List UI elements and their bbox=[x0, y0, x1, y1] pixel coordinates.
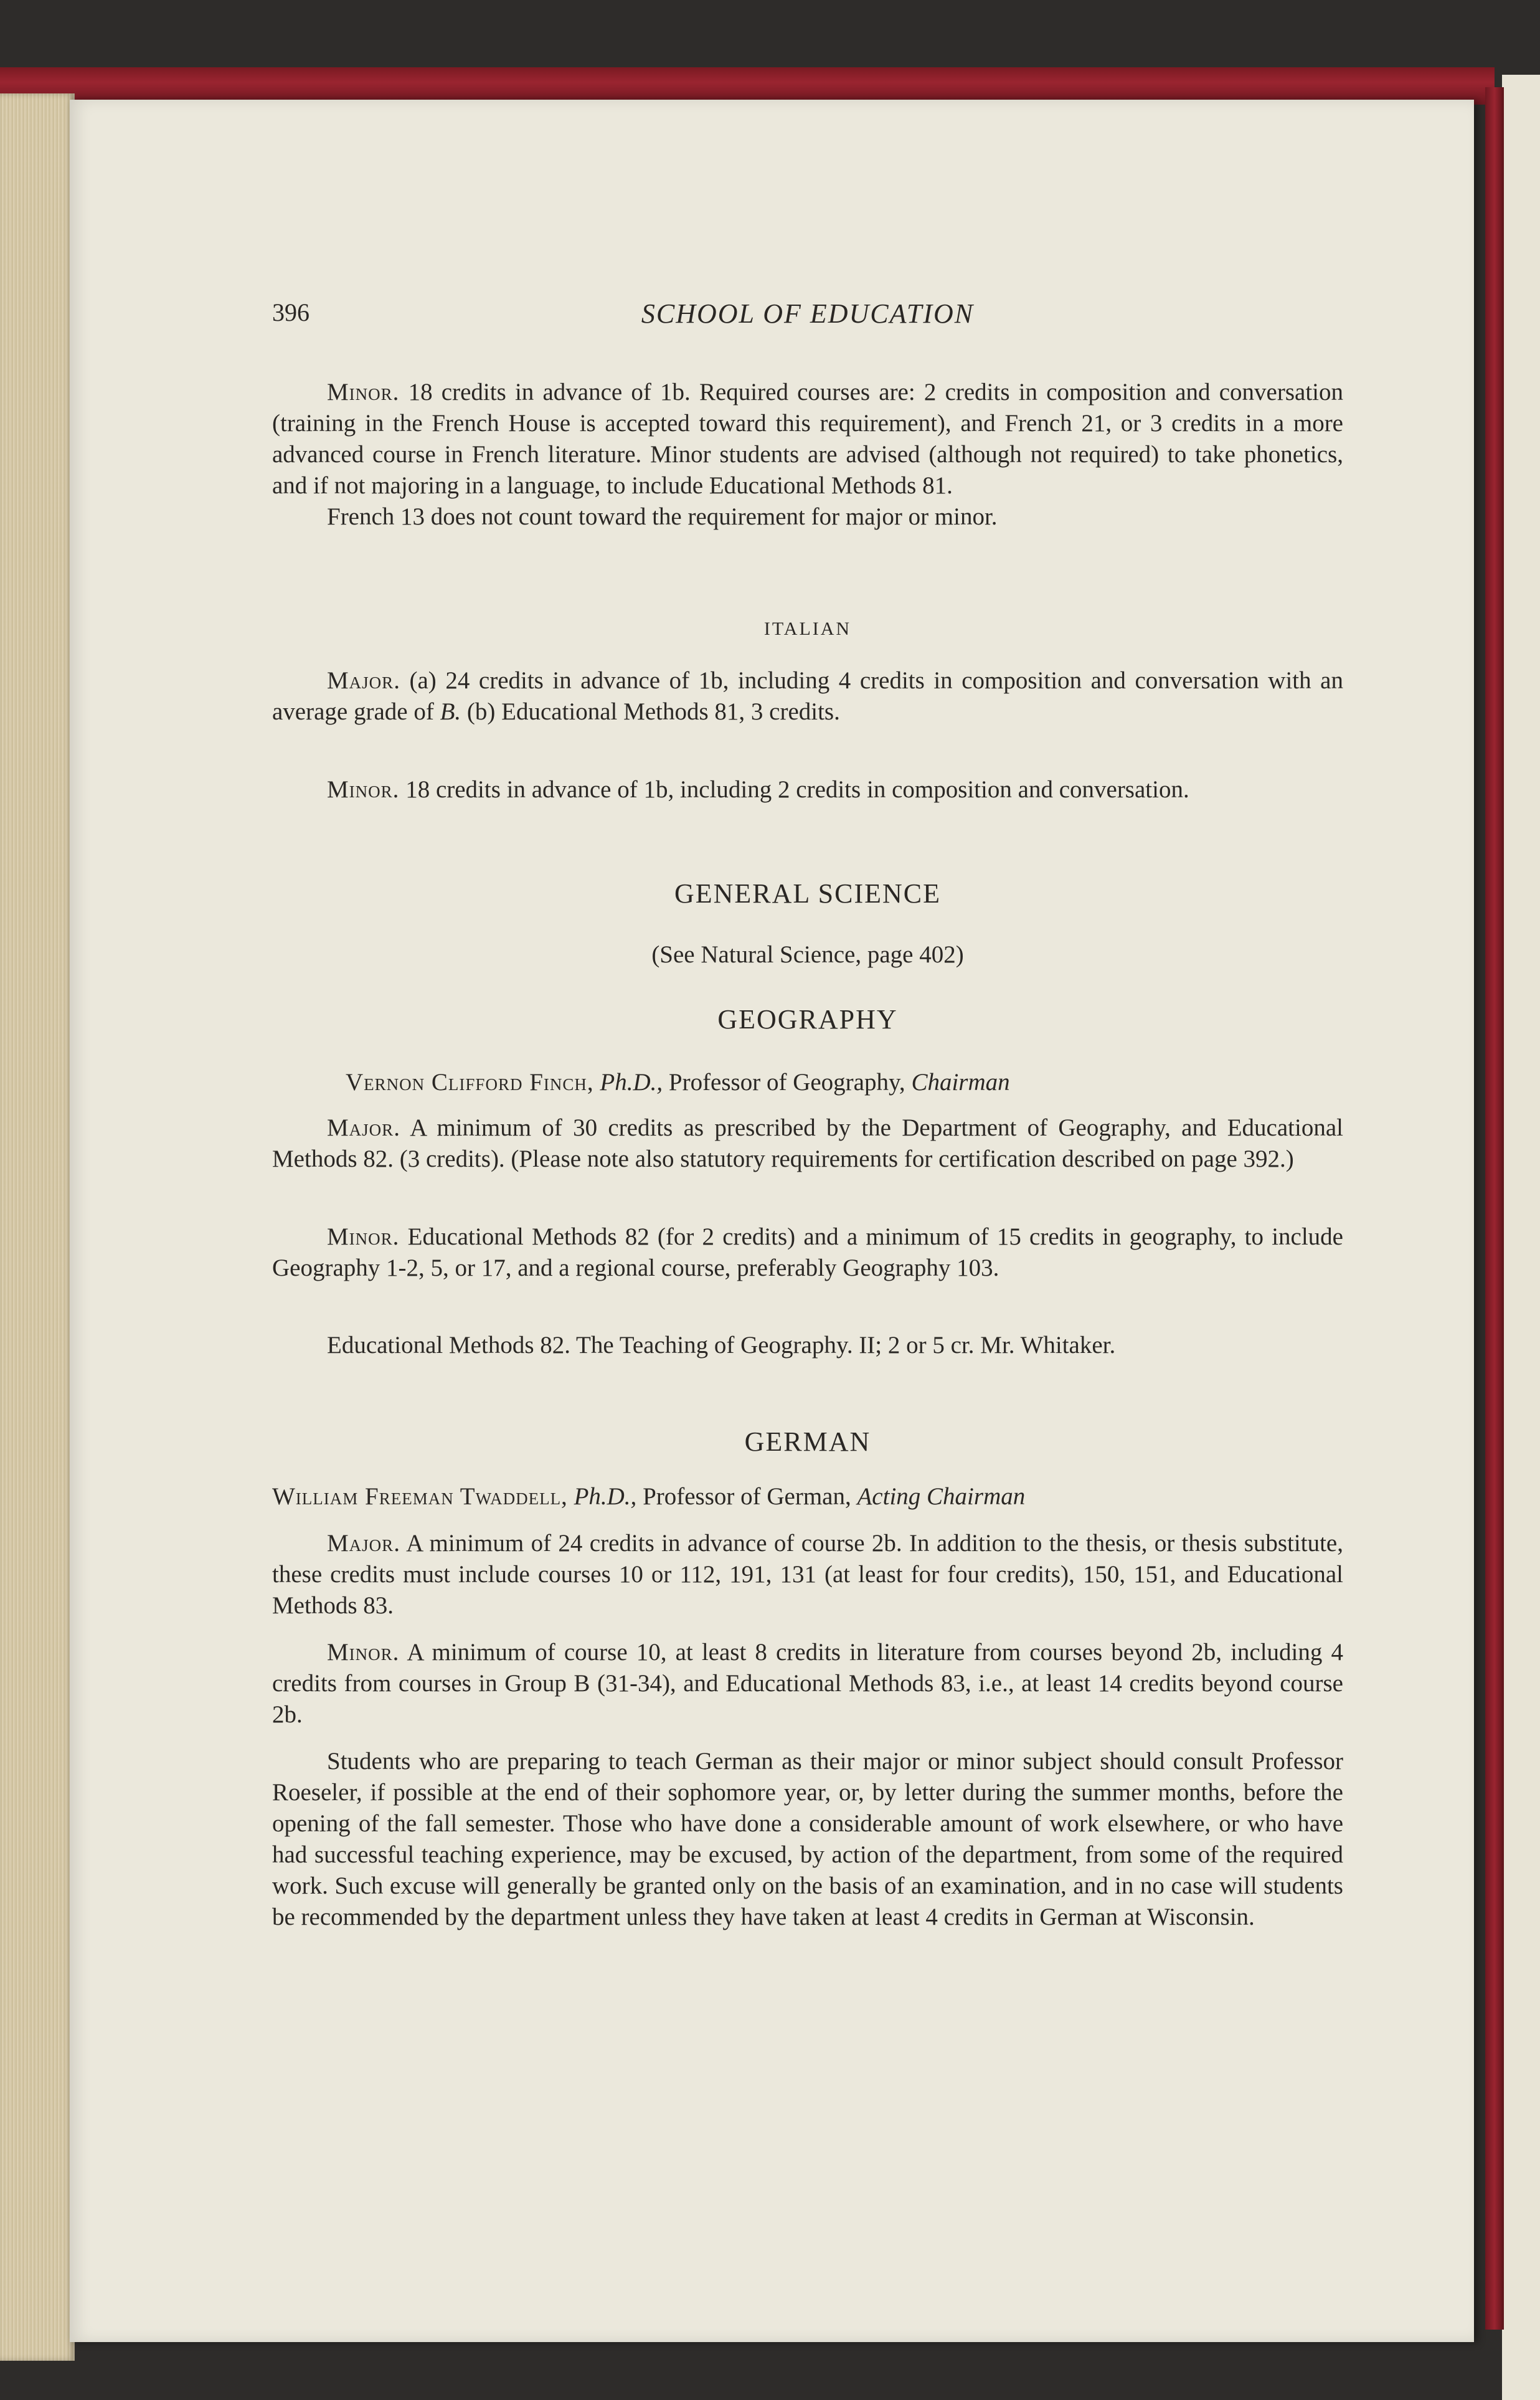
german-major-paragraph bbox=[272, 1528, 1343, 1621]
german-students-paragraph: Students who are preparing to teach German as their major or minor subject should consult Professor Roeseler, if possible at the end of their sophomore year, or, by letter during the summer months, before the opening of the fall semester. Those who have done a considerable amount of work elsewhere, or who have had successful teaching experience, may be excused, by action of the department, from some of the required work. Such excuse will generally be granted only on the basis of an examination, and in no case will students be recommended by the department unless they have taken at least 4 credits in German at Wisconsin. bbox=[272, 1748, 1343, 1930]
italian-minor-paragraph bbox=[272, 774, 1343, 805]
major-label: Major. bbox=[327, 667, 400, 694]
italian-section bbox=[272, 614, 1343, 645]
italian-grade: B. bbox=[440, 698, 461, 725]
geography-course-block bbox=[272, 1330, 1343, 1361]
geography-major-block bbox=[272, 1112, 1343, 1175]
french-minor-paragraph bbox=[272, 377, 1343, 501]
general-science-reference: (See Natural Science, page 402) bbox=[651, 941, 964, 968]
geography-heading: GEOGRAPHY bbox=[717, 1004, 898, 1035]
italian-major-text: (a) 24 credits in advance of 1b, including 4 credits in composition and conversation with an average grade of bbox=[272, 667, 1343, 725]
faculty-title: Professor of Geography, bbox=[663, 1069, 912, 1096]
geography-major-text: A minimum of 30 credits as prescribed by the Department of Geography, and Educational Methods 82. (3 credits). (Please note also statutory requirements for certification described on page 392.) bbox=[272, 1114, 1343, 1172]
geography-major-paragraph bbox=[272, 1112, 1343, 1175]
geography-section bbox=[272, 1004, 1343, 1035]
german-minor-paragraph bbox=[272, 1637, 1343, 1730]
german-minor-text: A minimum of course 10, at least 8 credits in literature from courses beyond 2b, including 4 credits from courses in Group B (31-34), and Educational Methods 83, i.e., at least 14 credits beyond course 2b. bbox=[272, 1639, 1343, 1728]
italian-major-paragraph bbox=[272, 665, 1343, 728]
italian-minor-text: 18 credits in advance of 1b, including 2 credits in composition and conversation. bbox=[399, 776, 1189, 803]
german-section bbox=[272, 1426, 1343, 1458]
faculty-degree: Ph.D., bbox=[600, 1069, 663, 1096]
general-science-section bbox=[272, 878, 1343, 909]
french-minor-text: 18 credits in advance of 1b. Required courses are: 2 credits in composition and conversation (training in the French House is accepted toward this requirement), and French 21, or 3 credits in a more advanced course in French literature. Minor students are advised (although not required) to take phonetics, and if not majoring in a language, to include Educational Methods 81. bbox=[272, 379, 1343, 499]
german-faculty-block bbox=[272, 1481, 1343, 1512]
german-students-block bbox=[272, 1746, 1343, 1933]
minor-label: Minor. bbox=[327, 1639, 400, 1666]
page-header bbox=[272, 298, 1343, 335]
faculty-role: Chairman bbox=[911, 1069, 1010, 1096]
geography-minor-text: Educational Methods 82 (for 2 credits) and a minimum of 15 credits in geography, to include Geography 1-2, 5, or 17, and a regional course, preferably Geography 103. bbox=[272, 1223, 1343, 1281]
faculty-name: William Freeman Twaddell, bbox=[272, 1483, 568, 1510]
adjacent-page-strip bbox=[1502, 75, 1540, 2400]
french-minor-block bbox=[272, 377, 1343, 533]
minor-label: Minor. bbox=[327, 776, 400, 803]
italian-minor-block bbox=[272, 774, 1343, 805]
geography-course: Educational Methods 82. The Teaching of Geography. II; 2 or 5 cr. Mr. Whitaker. bbox=[327, 1332, 1116, 1359]
faculty-title: Professor of German, bbox=[636, 1483, 857, 1510]
page-number: 396 bbox=[272, 298, 309, 326]
faculty-degree: Ph.D., bbox=[574, 1483, 637, 1510]
minor-label: Minor. bbox=[327, 379, 400, 406]
general-science-heading: GENERAL SCIENCE bbox=[674, 878, 942, 909]
book-cover-top-edge bbox=[0, 67, 1495, 105]
german-major-block bbox=[272, 1528, 1343, 1621]
geography-faculty bbox=[272, 1067, 1343, 1098]
italian-major-block bbox=[272, 665, 1343, 728]
faculty-name: Vernon Clifford Finch, bbox=[346, 1069, 594, 1096]
german-major-text: A minimum of 24 credits in advance of course 2b. In addition to the thesis, or thesis substitute, these credits must include courses 10 or 112, 191, 131 (at least for four credits), 150, 151, and Educational Methods 83. bbox=[272, 1530, 1343, 1619]
geography-faculty-block bbox=[272, 1067, 1343, 1098]
minor-label: Minor. bbox=[327, 1223, 400, 1250]
german-heading: GERMAN bbox=[744, 1426, 871, 1457]
geography-minor-paragraph bbox=[272, 1221, 1343, 1284]
faculty-role: Acting Chairman bbox=[857, 1483, 1026, 1510]
book-cover-right-edge bbox=[1485, 87, 1504, 2330]
running-title: SCHOOL OF EDUCATION bbox=[641, 298, 975, 329]
german-minor-block bbox=[272, 1637, 1343, 1730]
page-stack-edge bbox=[0, 93, 75, 2361]
italian-heading: ITALIAN bbox=[763, 619, 852, 639]
major-label: Major. bbox=[327, 1114, 400, 1141]
general-science-reference-block bbox=[272, 939, 1343, 970]
geography-minor-block bbox=[272, 1221, 1343, 1284]
italian-major-text-2: (b) Educational Methods 81, 3 credits. bbox=[461, 698, 840, 725]
french-note: French 13 does not count toward the requirement for major or minor. bbox=[327, 503, 998, 530]
major-label: Major. bbox=[327, 1530, 400, 1557]
german-faculty bbox=[272, 1481, 1343, 1512]
